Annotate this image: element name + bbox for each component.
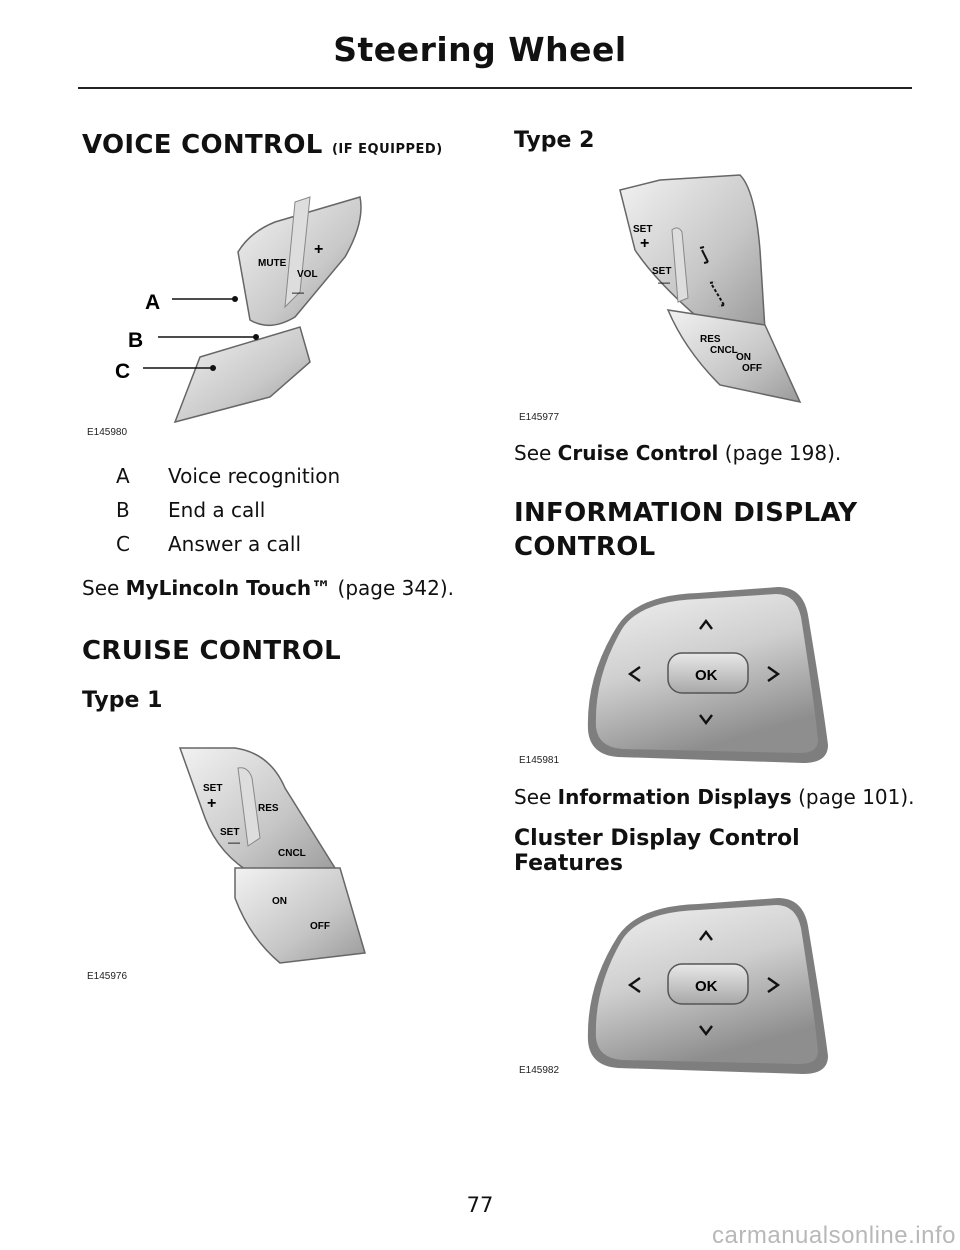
legend-key: C xyxy=(116,532,130,556)
type1-heading: Type 1 xyxy=(82,688,163,713)
title-divider xyxy=(78,87,912,89)
information-display-heading-line1: INFORMATION DISPLAY xyxy=(514,498,858,528)
set-top-label: SET xyxy=(203,783,223,794)
off-label: OFF xyxy=(742,363,762,374)
on-label: ON xyxy=(272,896,287,907)
legend-key: B xyxy=(116,498,130,522)
legend-text: End a call xyxy=(168,498,266,522)
set-minus-label: — xyxy=(228,835,240,849)
cluster-display-heading-line2: Features xyxy=(514,851,623,876)
information-display-heading xyxy=(514,496,857,564)
on-label: ON xyxy=(736,352,751,363)
watermark: carmanualsonline.info xyxy=(712,1222,956,1249)
set-top-label: SET xyxy=(633,224,653,235)
cncl-label: CNCL xyxy=(278,848,306,859)
vol-label: VOL xyxy=(297,269,318,280)
cruise-type2-figure xyxy=(600,170,810,410)
information-display-figure xyxy=(578,585,834,765)
legend-row xyxy=(116,531,301,557)
ok-button-label: OK xyxy=(695,978,718,995)
callout-b: B xyxy=(128,329,144,352)
legend-text: Voice recognition xyxy=(168,464,341,488)
legend-row xyxy=(116,497,265,523)
res-label: RES xyxy=(700,334,721,345)
mylincoln-touch-link[interactable]: MyLincoln Touch™ xyxy=(125,576,332,600)
voice-control-heading-text: VOICE CONTROL xyxy=(82,130,323,160)
type2-heading: Type 2 xyxy=(514,128,595,153)
figure-code-e145977: E145977 xyxy=(519,412,560,423)
vol-minus-label: — xyxy=(292,285,304,299)
set-bottom-label: SET xyxy=(652,266,672,277)
figure-code-e145980: E145980 xyxy=(87,427,128,438)
information-display-heading-line2: CONTROL xyxy=(514,532,656,562)
callout-a: A xyxy=(145,291,161,314)
information-displays-link[interactable]: Information Displays xyxy=(557,785,792,809)
cluster-display-heading xyxy=(514,826,800,876)
cruise-control-heading: CRUISE CONTROL xyxy=(82,636,341,666)
legend-row xyxy=(116,463,340,489)
set-plus-label: + xyxy=(207,795,217,812)
figure-code-e145982: E145982 xyxy=(519,1065,560,1076)
vol-plus-label: + xyxy=(314,241,324,258)
see-information-displays xyxy=(514,784,915,810)
cncl-label: CNCL xyxy=(710,345,738,356)
legend-text: Answer a call xyxy=(168,532,301,556)
cluster-display-figure xyxy=(578,896,834,1076)
chapter-title: Steering Wheel xyxy=(333,30,627,69)
set-minus-label: — xyxy=(658,275,670,289)
set-bottom-label: SET xyxy=(220,827,240,838)
see-prefix: See xyxy=(82,576,126,600)
legend-key: A xyxy=(116,464,130,488)
see-suffix: (page 198). xyxy=(718,441,842,465)
res-label: RES xyxy=(258,803,279,814)
ok-button-label: OK xyxy=(695,667,718,684)
see-suffix: (page 101). xyxy=(791,785,915,809)
cruise-type1-figure xyxy=(160,738,375,966)
see-cruise-control xyxy=(514,440,841,466)
page-number: 77 xyxy=(466,1193,494,1217)
see-suffix: (page 342). xyxy=(331,576,454,600)
see-prefix: See xyxy=(514,441,558,465)
cruise-control-link[interactable]: Cruise Control xyxy=(557,441,719,465)
voice-control-heading-note: (IF EQUIPPED) xyxy=(331,142,443,157)
mute-label: MUTE xyxy=(258,258,287,269)
cluster-display-heading-line1: Cluster Display Control xyxy=(514,826,800,851)
voice-control-heading xyxy=(82,128,443,167)
see-prefix: See xyxy=(514,785,558,809)
figure-code-e145981: E145981 xyxy=(519,755,560,766)
set-plus-label: + xyxy=(640,235,650,252)
figure-code-e145976: E145976 xyxy=(87,971,128,982)
see-mylincoln-touch xyxy=(82,575,454,601)
off-label: OFF xyxy=(310,921,330,932)
callout-c: C xyxy=(115,360,131,383)
voice-control-figure xyxy=(100,192,380,424)
